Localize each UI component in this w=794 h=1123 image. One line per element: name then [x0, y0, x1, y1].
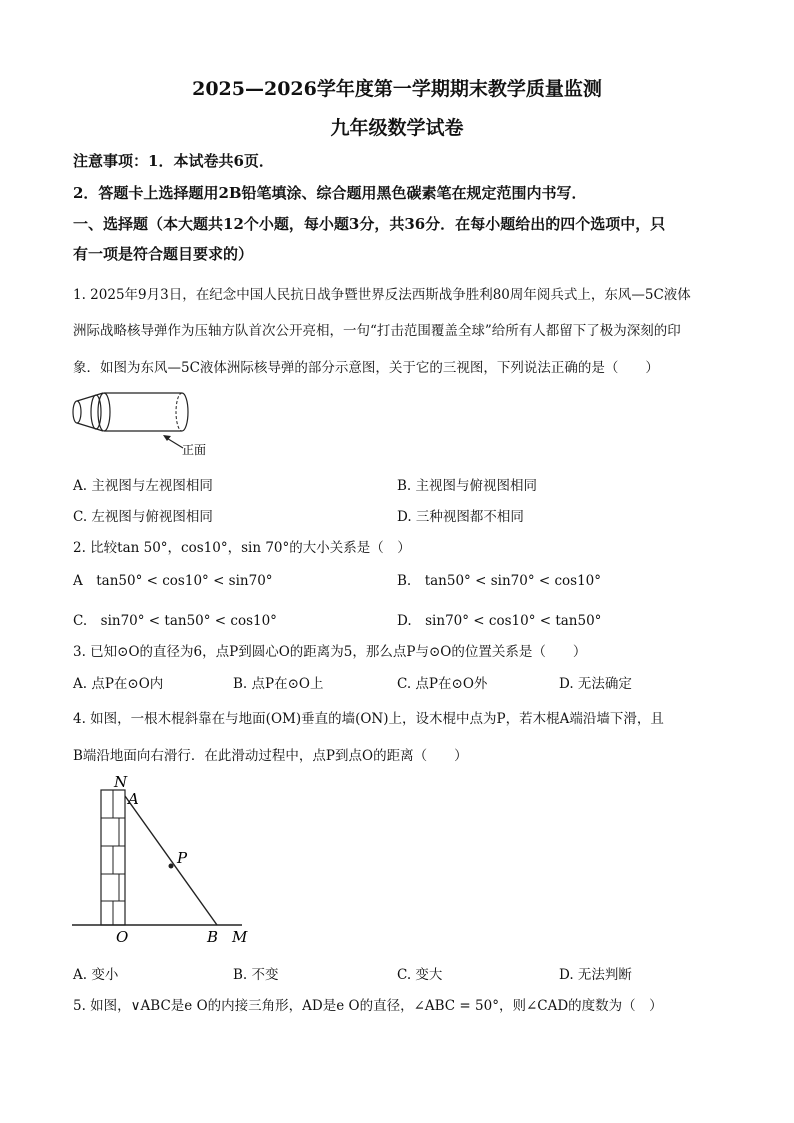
q2-option-c: C. sin70° < tan50° < cos10° [73, 613, 277, 629]
label-m: M [232, 928, 248, 946]
front-label: 正面 [182, 443, 207, 457]
q1-option-a: A. 主视图与左视图相同 [73, 478, 213, 494]
q5-stem: 5. 如图，∨ABC是e O的内接三角形，AD是e O的直径，∠ABC = 50°，则∠CAD的度数为（ ） [73, 998, 663, 1014]
q1-option-c: C. 左视图与俯视图相同 [73, 509, 213, 525]
q4-stem-line-2: B端沿地面向右滑行．在此滑动过程中，点P到点O的距离（ ） [73, 748, 468, 764]
label-p: P [177, 849, 188, 867]
q4-option-a: A. 变小 [73, 967, 119, 983]
q3-option-c: C. 点P在⊙O外 [397, 676, 488, 692]
q3-option-a: A. 点P在⊙O内 [73, 676, 164, 692]
q1-stem-line-3: 象．如图为东风—5C液体洲际核导弹的部分示意图，关于它的三视图，下列说法正确的是（ ） [73, 360, 659, 376]
label-o: O [116, 928, 129, 946]
missile-body-front [98, 393, 110, 431]
q2-option-d: D. sin70° < cos10° < tan50° [397, 613, 602, 629]
midpoint-p [169, 864, 174, 869]
q4-option-c: C. 变大 [397, 967, 443, 983]
page-title: 2025—2026学年度第一学期期末教学质量监测 [192, 78, 602, 100]
label-b: B [207, 928, 219, 946]
q1-option-b: B. 主视图与俯视图相同 [397, 478, 538, 494]
missile-body-back-visible [182, 393, 188, 431]
page-subtitle: 九年级数学试卷 [330, 117, 464, 139]
q4-stem-line-1: 4. 如图，一根木棍斜靠在与地面(OM)垂直的墙(ON)上，设木棍中点为P，若木棍A端沿墙下滑，且 [73, 711, 664, 727]
ladder-figure [66, 770, 266, 950]
notes-line-2: 2．答题卡上选择题用2B铅笔填涂、综合题用黑色碳素笔在规定范围内书写． [73, 184, 587, 202]
q2-stem: 2. 比较tan 50°，cos10°，sin 70°的大小关系是（ ） [73, 540, 411, 556]
missile-figure [68, 388, 228, 462]
stick [125, 796, 217, 925]
label-n: N [114, 773, 128, 791]
q1-stem-line-2: 洲际战略核导弹作为压轴方队首次公开亮相，一句“打击范围覆盖全球”给所有人都留下了极为深刻的印 [73, 323, 681, 339]
missile-body-back-hidden [176, 393, 182, 431]
q1-option-d: D. 三种视图都不相同 [397, 509, 524, 525]
q2-option-a: A tan50° < cos10° < sin70° [73, 573, 273, 589]
missile-nose-ellipse [73, 401, 81, 423]
section-heading-line-1: 一、选择题（本大题共12个小题，每小题3分，共36分．在每小题给出的四个选项中，只 [73, 215, 666, 233]
q4-option-d: D. 无法判断 [559, 967, 632, 983]
q1-stem-line-1: 1. 2025年9月3日，在纪念中国人民抗日战争暨世界反法西斯战争胜利80周年阅兵式上，东风—5C液体 [73, 287, 691, 303]
q3-stem: 3. 已知⊙O的直径为6，点P到圆心O的距离为5，那么点P与⊙O的位置关系是（ ） [73, 644, 587, 660]
q3-option-b: B. 点P在⊙O上 [233, 676, 324, 692]
section-heading-line-2: 有一项是符合题目要求的） [73, 245, 254, 263]
label-a: A [128, 790, 139, 808]
notes-line-1: 注意事项：1．本试卷共6页． [73, 152, 274, 170]
q4-option-b: B. 不变 [233, 967, 279, 983]
q3-option-d: D. 无法确定 [559, 676, 632, 692]
q2-option-b: B. tan50° < sin70° < cos10° [397, 573, 602, 589]
